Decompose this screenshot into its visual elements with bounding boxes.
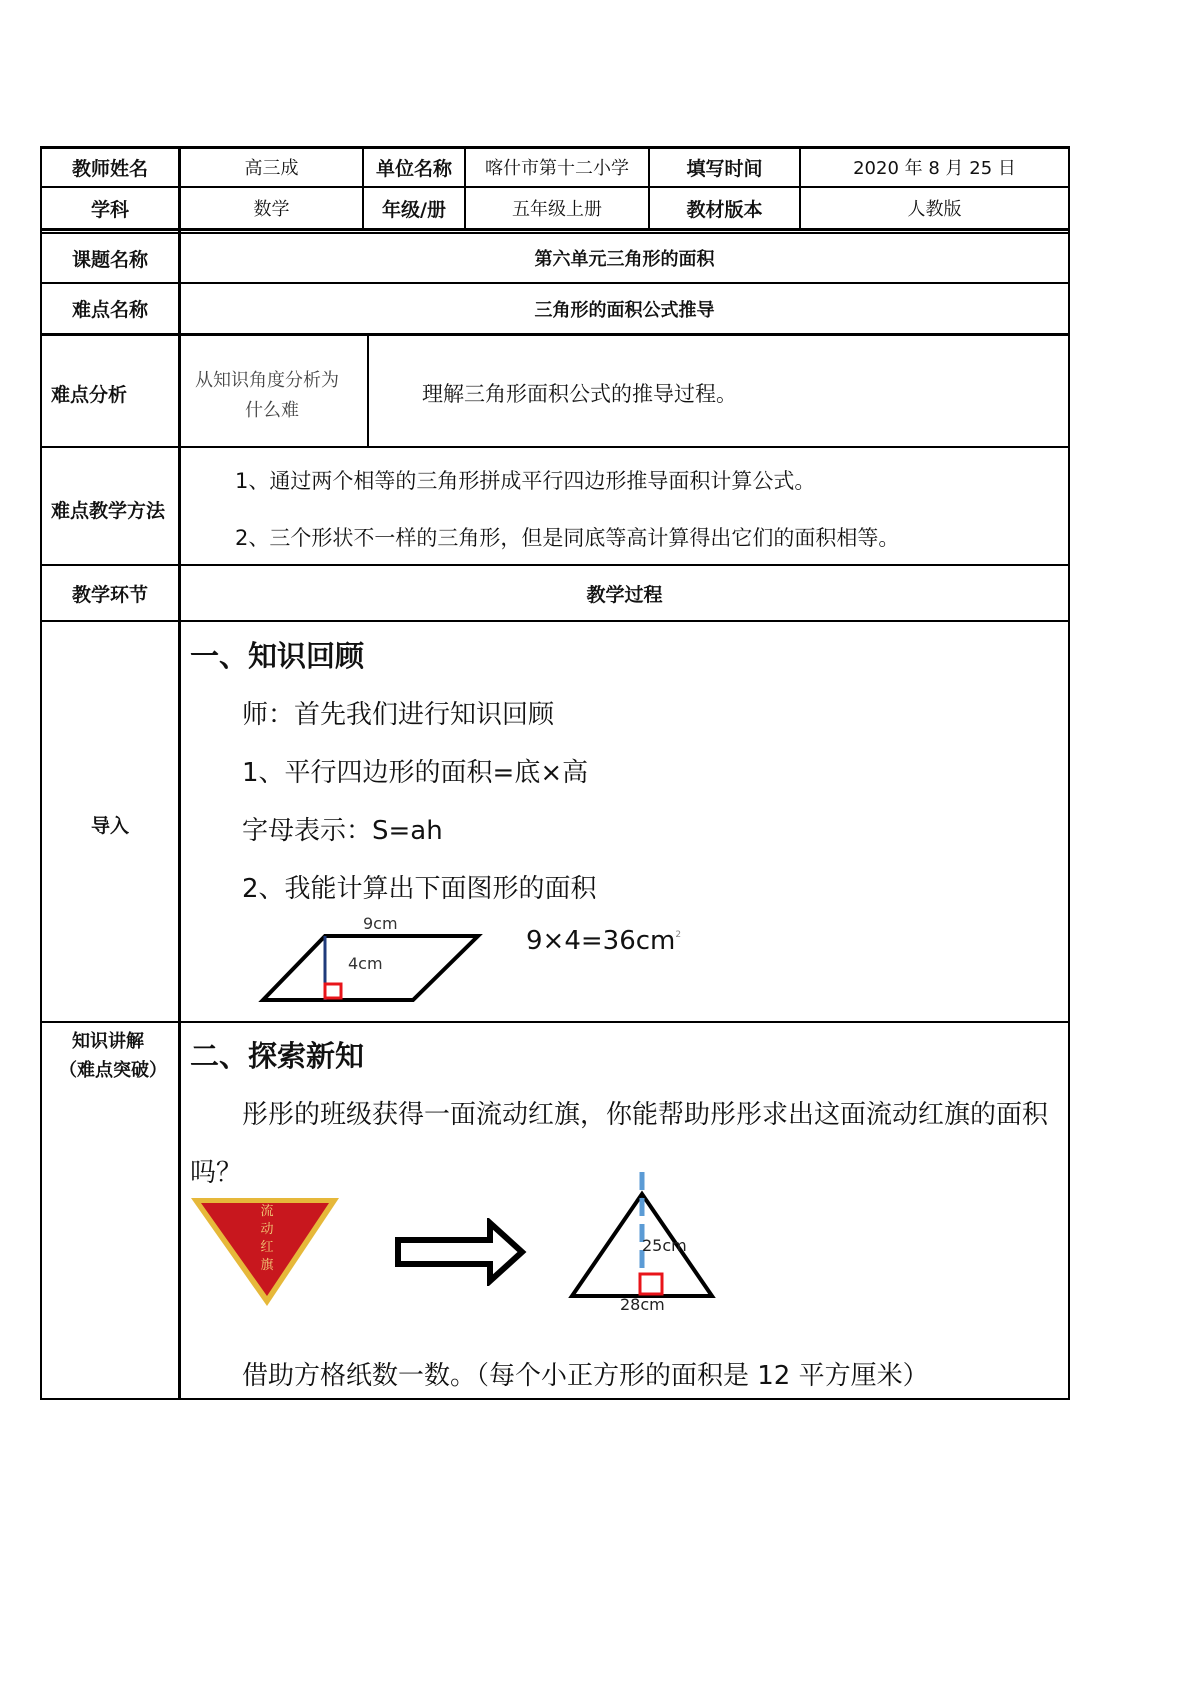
right-arrow-icon [394,1218,528,1286]
method-item-2: 2、三个形状不一样的三角形，但是同底等高计算得出它们的面积相等。 [235,526,900,550]
explore-line-1: 彤彤的班级获得一面流动红旗，你能帮助彤彤求出这面流动红旗的面积 [242,1100,1049,1130]
analysis-sub-line1: 从知识角度分析为 [195,370,339,391]
subject-label: 学科 [90,198,129,221]
unit-value: 喀什市第十二小学 [485,158,629,179]
intro-line-2: 1、平行四边形的面积=底×高 [242,758,589,788]
intro-heading: 一、知识回顾 [190,639,365,673]
right-angle-marker [325,984,341,998]
method-item-1: 1、通过两个相等的三角形拼成平行四边形推导面积计算公式。 [235,469,816,493]
date-value: 2020 年 8 月 25 日 [853,158,1016,179]
flag-char-1: 流 [260,1204,274,1219]
difficulty-label: 难点名称 [71,299,148,321]
topic-label: 课题名称 [71,248,148,271]
unit-label: 单位名称 [375,157,452,180]
subject-value: 数学 [253,199,290,220]
explore-line-3: 借助方格纸数一数。（每个小正方形的面积是 12 平方厘米） [242,1361,929,1391]
edition-value: 人教版 [907,199,962,220]
parallelogram-height-label: 4cm [348,954,383,973]
flag-char-3: 红 [260,1240,274,1255]
flag-char-2: 动 [260,1222,274,1237]
teacher-value: 高三成 [244,158,299,179]
method-label: 难点教学方法 [51,500,166,522]
process-value: 教学过程 [586,583,663,606]
intro-line-1: 师：首先我们进行知识回顾 [242,700,555,730]
explore-label-line2: （难点突破） [59,1060,167,1081]
date-label: 填写时间 [686,157,763,180]
triangle-base-label: 28cm [620,1295,665,1314]
intro-line-3: 字母表示：S=ah [242,816,443,846]
analysis-label: 难点分析 [51,384,128,406]
edition-label: 教材版本 [686,198,763,221]
teacher-label: 教师姓名 [71,157,148,180]
intro-answer: $9\times 4=36cm^2$ [526,926,682,956]
process-label: 教学环节 [71,583,148,606]
triangle-height-label: 25cm [642,1236,687,1255]
explore-heading: 二、探索新知 [190,1039,365,1073]
analysis-value: 理解三角形面积公式的推导过程。 [422,382,737,406]
grade-value: 五年级上册 [512,199,602,220]
difficulty-value: 三角形的面积公式推导 [534,299,715,321]
grade-label: 年级/册 [382,198,446,221]
topic-value: 第六单元三角形的面积 [534,249,715,270]
analysis-sub-line2: 什么难 [245,400,299,421]
triangle-right-angle-marker [640,1274,662,1294]
intro-label: 导入 [91,815,130,837]
flag-char-4: 旗 [260,1258,274,1273]
flag-text [257,1203,277,1275]
intro-line-4: 2、我能计算出下面图形的面积 [242,874,597,904]
parallelogram-base-label: 9cm [363,914,398,933]
triangle-figure [568,1168,718,1300]
explore-label-line1: 知识讲解 [72,1031,144,1052]
explore-line-2: 吗？ [190,1158,243,1188]
